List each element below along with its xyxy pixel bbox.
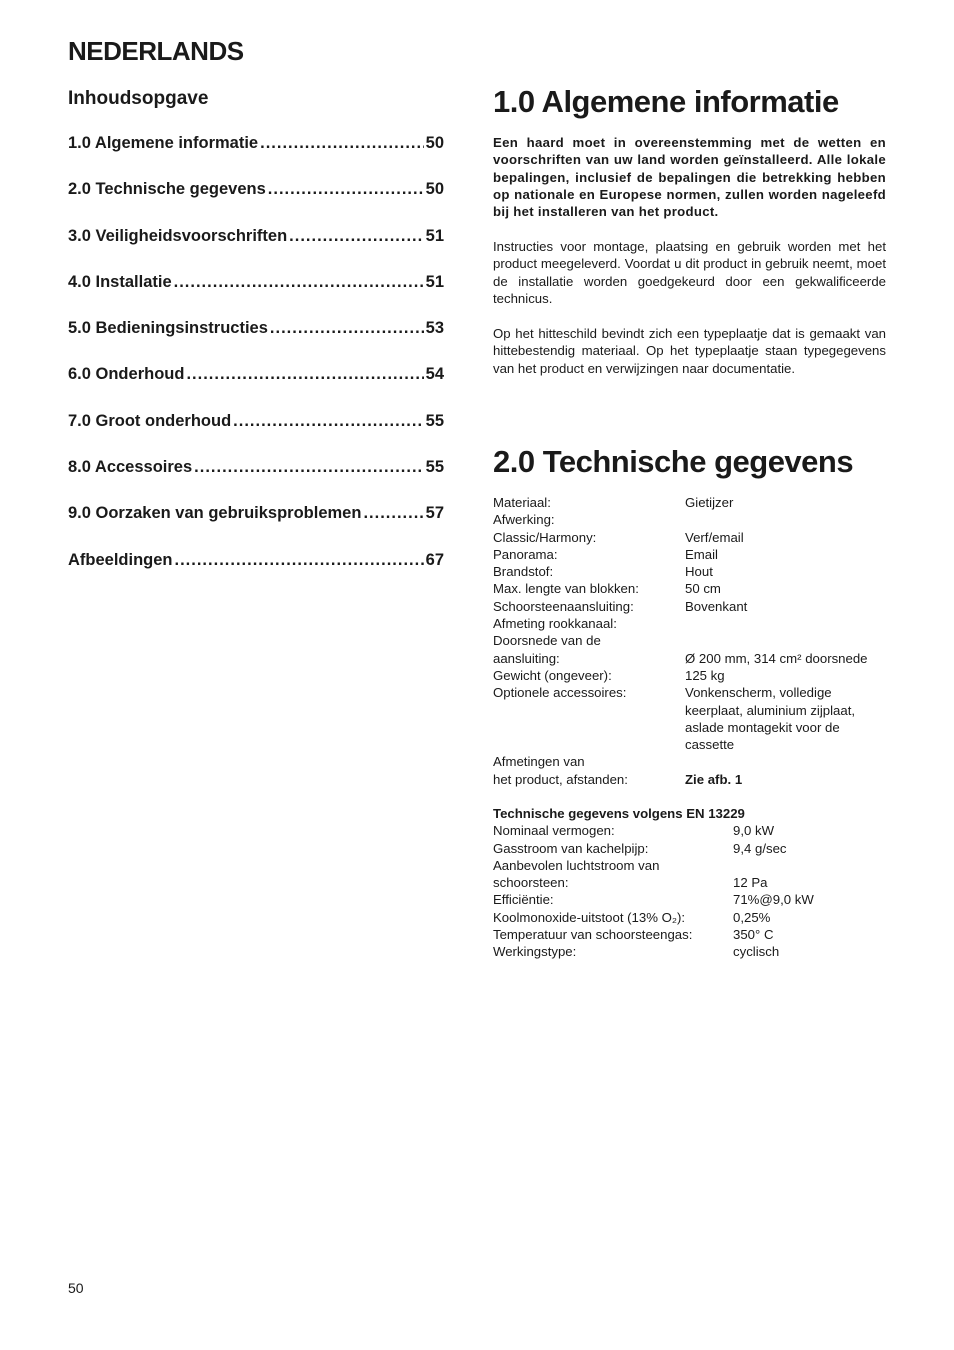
tech-key: Aanbevolen luchtstroom van [493,857,660,873]
section-1-paragraph-2: Instructies voor montage, plaatsing en gebruik worden met het product meegeleverd. Voordat u dit product in gebruik neemt, moet de installatie worden goedgekeurd door een gekwalificeerde technicus. [493,239,886,306]
toc-item[interactable] [68,365,444,411]
tech-row [493,822,886,839]
toc-item-page: 53 [425,319,444,338]
toc-item-label: 5.0 Bedieningsinstructies [68,319,268,338]
tech-row [493,943,886,960]
spec-value: Ø 200 mm, 314 cm² doorsnede [685,650,868,666]
spec-row [493,494,886,511]
tech-value: 9,4 g/sec [733,840,787,856]
toc-item-page: 50 [425,180,444,199]
spec-key: Classic/Harmony: [493,529,597,545]
toc-item[interactable] [68,458,444,504]
spec-row [493,650,886,667]
tech-row [493,840,886,857]
toc-item[interactable] [68,273,444,319]
tech-value: 12 Pa [733,875,768,891]
toc-item[interactable] [68,551,444,597]
spec-key: Optionele accessoires: [493,685,627,701]
spec-row [493,563,886,580]
toc-leader [174,273,424,292]
spec-key: aansluiting: [493,650,560,666]
toc-item-label: 3.0 Veiligheidsvoorschriften [68,226,288,245]
spec-value: Email [685,546,718,562]
tech-row [493,926,886,943]
tech-key: Temperatuur van schoorsteengas: [493,927,693,943]
section-2-title: 2.0 Technische gegevens [493,444,854,479]
tech-key: Efficiëntie: [493,892,554,908]
spec-value [685,753,886,770]
page-number: 50 [68,1280,84,1296]
tech-key: Werkingstype: [493,944,577,960]
spec-value [685,632,886,649]
spec-key: Gewicht (ongeveer): [493,667,612,683]
spec-key: Max. lengte van blokken: [493,581,639,597]
toc-leader [233,412,423,431]
spec-list [493,494,886,788]
spec-key: Schoorsteenaansluiting: [493,598,634,614]
tech-row [493,891,886,908]
spec-value [685,511,886,528]
tech-key: Koolmonoxide-uitstoot (13% O₂): [493,909,686,925]
toc-item-label: 8.0 Accessoires [68,458,193,477]
tech-key: Gasstroom van kachelpijp: [493,840,649,856]
spec-value: Zie afb. 1 [685,771,743,787]
spec-row [493,511,886,528]
spec-row [493,632,886,649]
section-1-bold-paragraph: Een haard moet in overeenstemming met de wetten en voorschriften van uw land worden geïnstalleerd. Alle lokale bepalingen, inclusief de bepalingen die betrekking hebben op nationale en Europese normen, zullen worden nageleefd bij het installeren van het product. [493,135,886,220]
spec-key: het product, afstanden: [493,771,628,787]
toc-item-page: 51 [425,226,444,245]
toc-title: Inhoudsopgave [68,88,209,109]
spec-row [493,529,886,546]
spec-key: Materiaal: [493,495,551,510]
tech-key: Nominaal vermogen: [493,823,615,839]
toc-item-label: 7.0 Groot onderhoud [68,411,232,430]
toc-item-page: 51 [425,272,444,291]
section-1-paragraph-3: Op het hitteschild bevindt zich een typeplaatje dat is gemaakt van hittebestendig materiaal. Op het typeplaatje staan typegegevens van het product en verwijzingen naar documentatie. [493,326,886,376]
toc-item-label: 6.0 Onderhoud [68,365,185,384]
spec-row [493,667,886,684]
spec-row [493,615,886,632]
spec-row [493,771,886,788]
spec-value: Hout [685,564,713,580]
toc-item-label: Afbeeldingen [68,550,173,569]
toc-leader [260,134,424,153]
toc-item-label: 2.0 Technische gegevens [68,180,266,199]
spec-key: Doorsnede van de [493,633,601,649]
spec-key: Afwerking: [493,512,555,528]
tech-value: cyclisch [733,944,780,960]
tech-value: 9,0 kW [733,823,775,839]
spec-key: Afmeting rookkanaal: [493,616,617,632]
spec-value: Bovenkant [685,598,748,614]
toc-item[interactable] [68,412,444,458]
toc-item-page: 57 [425,504,444,523]
language-title: NEDERLANDS [68,36,244,66]
toc-item[interactable] [68,180,444,226]
toc-item-label: 1.0 Algemene informatie [68,134,259,152]
toc-item-label: 4.0 Installatie [68,272,172,291]
toc-item-page: 50 [425,134,444,152]
tech-value: 71%@9,0 kW [733,892,814,908]
spec-row [493,753,886,770]
tech-key: schoorsteen: [493,875,569,891]
tech-data-title: Technische gegevens volgens EN 13229 [493,806,745,821]
spec-key: Panorama: [493,546,558,562]
toc-leader [270,319,424,338]
toc-item[interactable] [68,504,444,550]
toc-leader [194,458,423,477]
toc-item-label: 9.0 Oorzaken van gebruiksproblemen [68,504,362,523]
spec-row [493,598,886,615]
spec-key: Brandstof: [493,564,554,580]
tech-row [493,909,886,926]
spec-value: Gietijzer [685,495,734,510]
spec-value: Vonkenscherm, volledige keerplaat, aluminium zijplaat, aslade montagekit voor de cassette [685,685,856,753]
tech-value: 0,25% [733,909,771,925]
spec-value: 50 cm [685,581,721,597]
toc-leader [268,180,424,199]
toc-leader [289,227,423,246]
toc-leader [363,504,423,523]
spec-value: Verf/email [685,529,744,545]
spec-row [493,580,886,597]
toc-item[interactable] [68,227,444,273]
tech-data-list [493,805,886,961]
table-of-contents [68,134,444,597]
toc-item-page: 54 [425,365,444,384]
tech-row [493,857,886,874]
toc-item-page: 67 [425,550,444,569]
spec-value [685,615,886,632]
spec-value: 125 kg [685,667,725,683]
toc-leader [186,365,423,384]
toc-leader [175,551,424,570]
spec-row [493,684,886,753]
toc-item[interactable] [68,134,444,180]
spec-row [493,546,886,563]
toc-item[interactable] [68,319,444,365]
tech-row [493,874,886,891]
toc-item-page: 55 [425,458,444,477]
tech-value: 350° C [733,927,774,943]
section-1-title: 1.0 Algemene informatie [493,84,839,119]
spec-key: Afmetingen van [493,754,585,770]
toc-item-page: 55 [425,411,444,430]
